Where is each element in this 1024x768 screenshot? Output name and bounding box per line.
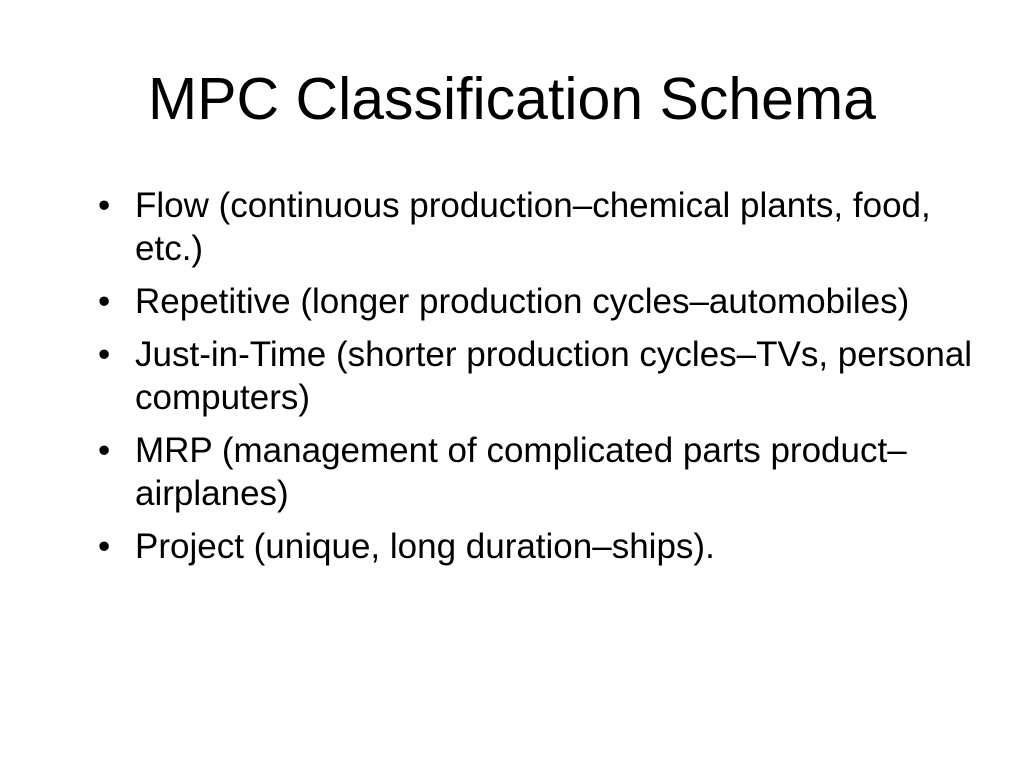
list-item xyxy=(98,333,978,419)
list-item xyxy=(98,184,978,270)
bullet-text: Just-in-Time (shorter production cycles–TVs, personal computers) xyxy=(135,335,973,417)
bullet-dot-icon: • xyxy=(98,431,111,470)
bullet-dot-icon: • xyxy=(98,335,111,374)
list-item xyxy=(98,429,978,515)
bullet-text: Repetitive (longer production cycles–automobiles) xyxy=(135,282,910,321)
bullet-dot-icon: • xyxy=(98,282,111,321)
list-item xyxy=(98,525,978,568)
bullet-dot-icon: • xyxy=(98,527,111,566)
slide-title: MPC Classification Schema xyxy=(148,66,876,132)
bullet-dot-icon: • xyxy=(98,186,111,225)
bullet-text: Flow (continuous production–chemical plants, food, etc.) xyxy=(135,186,931,268)
bullet-list xyxy=(98,184,978,578)
bullet-text: Project (unique, long duration–ships). xyxy=(135,527,715,566)
list-item xyxy=(98,280,978,323)
bullet-text: MRP (management of complicated parts product–airplanes) xyxy=(135,431,907,513)
